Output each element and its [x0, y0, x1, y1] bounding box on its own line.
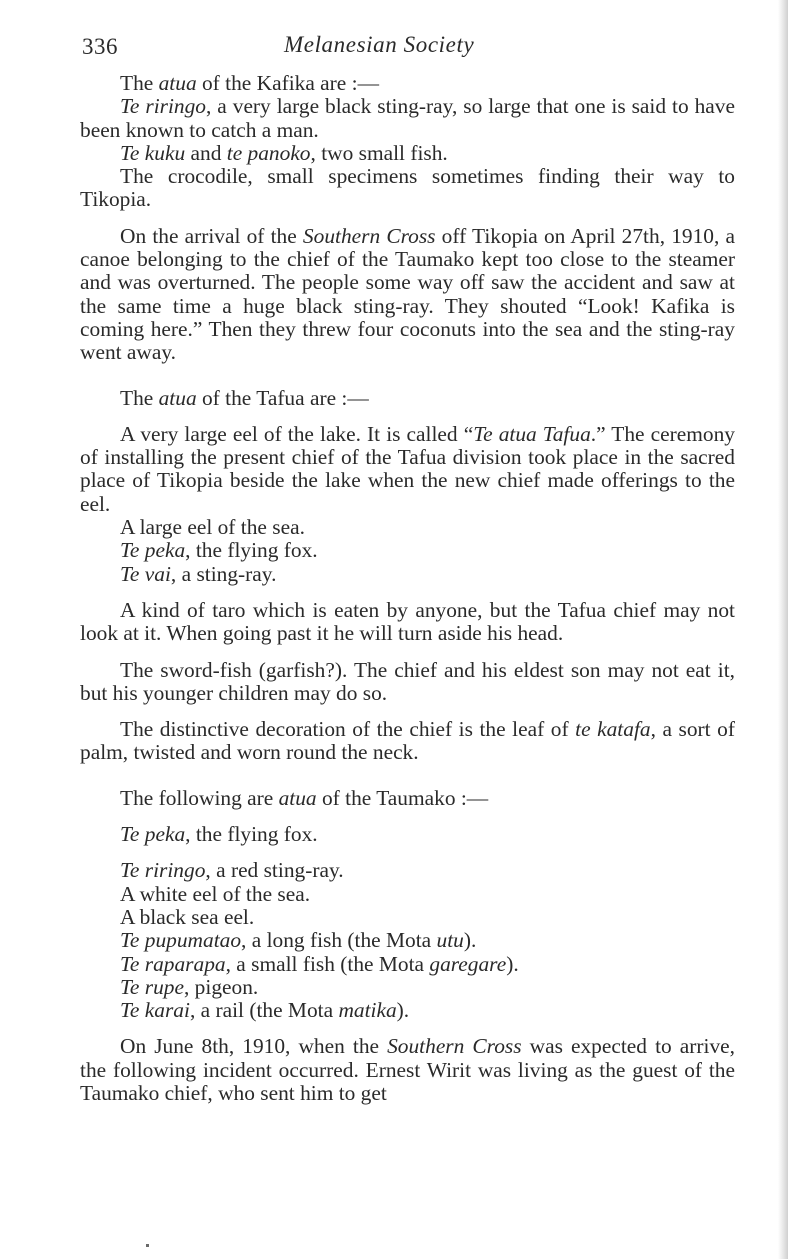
- italic-term: matika: [338, 998, 397, 1023]
- italic-term: Te karai: [120, 998, 190, 1023]
- italic-term: atua: [278, 785, 317, 810]
- text-run: ).: [506, 951, 519, 976]
- paragraph-kafika-intro: [80, 72, 735, 95]
- italic-term: te katafa: [575, 717, 651, 742]
- paragraph-te-pupumatao: [80, 929, 735, 952]
- text-run: , a red sting-ray.: [205, 858, 344, 883]
- paragraph-taumako-te-riringo: [80, 859, 735, 882]
- italic-term: Te peka: [120, 822, 186, 847]
- paragraph-taumako-intro: [80, 787, 735, 810]
- text-run: The crocodile, small specimens sometimes finding their way to Tikopia.: [80, 164, 735, 212]
- italic-term: atua: [158, 385, 197, 410]
- italic-term: Southern Cross: [387, 1034, 522, 1059]
- text-run: , a sort of palm, twisted and worn round the neck.: [80, 717, 735, 765]
- text-run: .” The ceremony of installing the present chief of the Tafua division took place in the sacred place of Tikopia beside the lake when the new chief made offerings to the eel.: [80, 421, 735, 516]
- paragraph-black-eel: [80, 906, 735, 929]
- text-run: , a long fish (the Mota: [241, 928, 437, 953]
- paragraph-te-riringo: [80, 95, 735, 142]
- running-title: Melanesian Society: [284, 32, 475, 57]
- paragraph-sea-eel: [80, 516, 735, 539]
- text-run: A black sea eel.: [120, 904, 255, 929]
- paragraph-te-peka: [80, 539, 735, 562]
- paragraph-crocodile: [80, 165, 735, 212]
- page-number: 336: [82, 34, 118, 59]
- italic-term: utu: [436, 928, 464, 953]
- italic-term: Southern Cross: [302, 223, 436, 248]
- text-run: was expected to arrive, the following incident occurred. Ernest Wirit was living as the guest of the Taumako chief, who sent him to get: [80, 1034, 735, 1105]
- paragraph-lake-eel: [80, 423, 735, 516]
- text-run: A kind of taro which is eaten by anyone, but the Tafua chief may not look at it. When going past it he will turn aside his head.: [80, 597, 735, 646]
- italic-term: Te riringo: [120, 858, 206, 883]
- paragraph-sword-fish: [80, 659, 735, 706]
- text-run: The following are: [120, 785, 279, 810]
- italic-term: Te rupe: [120, 974, 184, 999]
- page-edge-shadow: [778, 0, 788, 1259]
- text-run: , the flying fox.: [185, 538, 318, 563]
- text-run: , a rail (the Mota: [189, 998, 339, 1023]
- text-run: , a sting-ray.: [170, 561, 277, 586]
- text-run: A very large eel of the lake. It is called “: [120, 421, 474, 446]
- italic-term: Te vai: [120, 561, 171, 586]
- paragraph-southern-cross-arrival: [80, 225, 735, 365]
- paragraph-te-raparapa: [80, 953, 735, 976]
- text-run: The: [120, 385, 159, 410]
- italic-term: Te raparapa: [120, 951, 226, 976]
- text-run: On the arrival of the: [120, 223, 303, 248]
- running-header: [80, 28, 735, 72]
- body-text: [80, 72, 735, 1105]
- text-run: , a small fish (the Mota: [225, 951, 430, 976]
- italic-term: te panoko: [226, 140, 311, 165]
- text-run: The sword-fish (garfish?). The chief and his eldest son may not eat it, but his younger children may do so.: [80, 657, 735, 705]
- paragraph-taumako-te-peka: [80, 823, 735, 846]
- text-run: of the Kafika are :—: [196, 71, 379, 95]
- text-run: On June 8th, 1910, when the: [120, 1034, 388, 1059]
- text-run: The distinctive decoration of the chief is the leaf of: [120, 717, 576, 742]
- text-run: A large eel of the sea.: [120, 515, 305, 540]
- text-run: ).: [396, 998, 410, 1023]
- text-run: , the flying fox.: [185, 822, 318, 847]
- italic-term: Te pupumatao: [120, 928, 242, 953]
- paragraph-june-incident: [80, 1035, 735, 1105]
- paragraph-taro: [80, 599, 735, 646]
- italic-term: Te atua Tafua: [473, 421, 591, 446]
- italic-term: atua: [158, 71, 197, 95]
- text-run: of the Taumako :—: [316, 785, 489, 810]
- paragraph-te-rupe: [80, 976, 735, 999]
- paragraph-te-karai: [80, 999, 735, 1022]
- text-run: A white eel of the sea.: [120, 881, 311, 906]
- text-run: , two small fish.: [310, 140, 448, 165]
- book-page: [80, 28, 735, 1105]
- text-run: ).: [463, 928, 477, 953]
- text-run: The: [120, 71, 159, 95]
- italic-term: garegare: [429, 951, 507, 976]
- paragraph-te-kuku: [80, 142, 735, 165]
- paragraph-tafua-intro: [80, 387, 735, 410]
- footer-mark: [146, 1244, 149, 1247]
- paragraph-decoration: [80, 718, 735, 765]
- italic-term: Te kuku: [120, 140, 186, 165]
- paragraph-te-vai: [80, 563, 735, 586]
- text-run: off Tikopia on April 27th, 1910, a canoe belonging to the chief of the Taumako kept too close to the steamer and was overturned. The people some way off saw the accident and saw at the same time a huge black sting-ray. They shouted “Look! Kafika is coming here.” Then they threw four coconuts into the sea and the sting-ray went away.: [80, 223, 736, 365]
- italic-term: Te peka: [120, 538, 186, 563]
- text-run: , a very large black sting-ray, so large that one is said to have been known to catch a man.: [80, 94, 735, 142]
- text-run: and: [185, 140, 227, 165]
- paragraph-white-eel: [80, 883, 735, 906]
- text-run: of the Tafua are :—: [196, 385, 369, 410]
- italic-term: Te riringo: [120, 94, 206, 119]
- text-run: , pigeon.: [183, 974, 259, 999]
